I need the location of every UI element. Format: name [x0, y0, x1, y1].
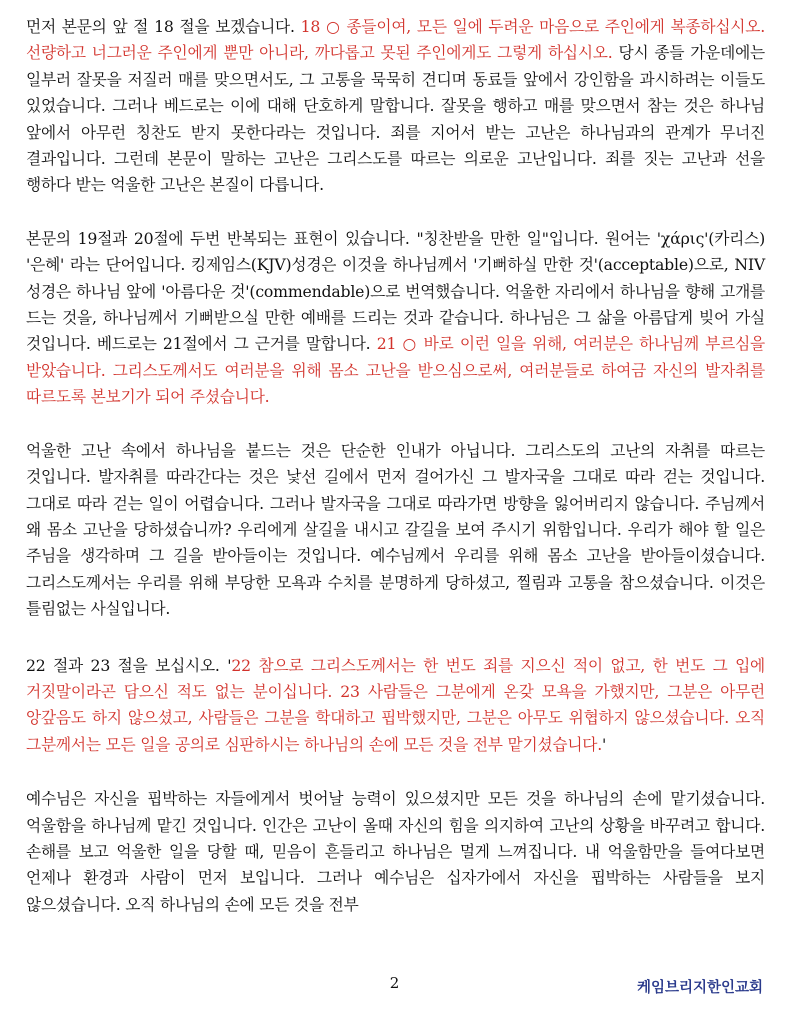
- body-text: 당시 종들 가운데에는 일부러 잘못을 저질러 매를 맞으면서도, 그 고통을 묵묵히 견디며 동료들 앞에서 강인함을 과시하려는 이들도 있었습니다. 그러나 베드로는 이에 대해 단호하게 말합니다. 잘못을 행하고 매를 맞으면서 참는 것은 하나님 앞에서 아무런 칭찬도 받지 못한다라는 것입니다. 죄를 지어서 받는 고난은 하나님과의 관계가 무너진 결과입니다. 그런데 본문이 말하는 고난은 그리스도를 따르는 의로운 고난입니다. 죄를 짓는 고난과 선을 행하다 받는 억울한 고난은 본질이 다릅니다.: [26, 43, 765, 195]
- body-text: 예수님은 자신을 핍박하는 자들에게서 벗어날 능력이 있으셨지만 모든 것을 하나님의 손에 맡기셨습니다. 억울함을 하나님께 맡긴 것입니다. 인간은 고난이 올때 자신의 힘을 의지하여 고난의 상황을 바꾸려고 합니다. 손해를 보고 억울한 일을 당할 때, 믿음이 흔들리고 하나님은 멀게 느껴집니다. 내 억울함만을 들여다보면 언제나 환경과 사람이 먼저 보입니다. 그러나 예수님은 십자가에서 자신을 핍박하는 사람들을 보지 않으셨습니다. 오직 하나님의 손에 모든 것을 전부: [26, 789, 765, 914]
- scripture-verses-22-23: 22 참으로 그리스도께서는 한 번도 죄를 지으신 적이 없고, 한 번도 그 입에 거짓말이라곤 담으신 적도 없는 분이십니다. 23 사람들은 그분에게 온갖 모욕을 가했지만, 그분은 아무런 앙갚음도 하지 않으셨고, 사람들은 그분을 학대하고 핍박했지만, 그분은 아무도 위협하지 않으셨습니다. 오직 그분께서는 모든 일을 공의로 심판하시는 하나님의 손에 모든 것을 전부 맡기셨습니다.: [26, 655, 765, 754]
- scripture-verse-18: 18 ○ 종들이여, 모든 일에 두려운 마음으로 주인에게 복종하십시오. 선량하고 너그러운 주인에게 뿐만 아니라, 까다롭고 못된 주인에게도 그렇게 하십시오.: [26, 17, 765, 63]
- page-number: 2: [389, 974, 400, 992]
- paragraph-3: [26, 438, 765, 623]
- paragraph-4: [26, 653, 765, 759]
- paragraph-5: [26, 786, 765, 918]
- intro-text: 22 절과 23 절을 보십시오. ': [26, 655, 232, 675]
- paragraph-2: [26, 226, 765, 411]
- sermon-page: [26, 14, 765, 945]
- scripture-verse-21: 21 ○ 바로 이런 일을 위해, 여러분은 하나님께 부르심을 받았습니다. 그리스도께서도 여러분을 위해 몸소 고난을 받으심으로써, 여러분들로 하여금 자신의 발자취를 따르도록 본보기가 되어 주셨습니다.: [26, 334, 765, 407]
- church-name: 케임브리지한인교회: [636, 980, 763, 996]
- body-text: 억울한 고난 속에서 하나님을 붙드는 것은 단순한 인내가 아닙니다. 그리스도의 고난의 자취를 따르는 것입니다. 발자취를 따라간다는 것은 낯선 길에서 먼저 걸어가신 그 발자국을 그대로 따라 걷는 것입니다. 그대로 따라 걷는 일이 어렵습니다. 그러나 발자국을 그대로 따라가면 방향을 잃어버리지 않습니다. 주님께서 왜 몸소 고난을 당하셨습니까? 우리에게 살길을 내시고 갈길을 보여 주시기 위함입니다. 우리가 해야 할 일은 주님을 생각하며 그 길을 받아들이는 것입니다. 예수님께서 우리를 위해 몸소 고난을 받아들이셨습니다. 그리스도께서는 우리를 위해 부당한 모욕과 수치를 분명하게 당하셨고, 찔림과 고통을 참으셨습니다. 이것은 틀림없는 사실입니다.: [26, 440, 765, 619]
- intro-text: 먼저 본문의 앞 절 18 절을 보겠습니다.: [26, 17, 301, 36]
- paragraph-1: [26, 14, 765, 199]
- closing-quote: ': [602, 734, 607, 754]
- body-text: 본문의 19절과 20절에 두번 반복되는 표현이 있습니다. "칭찬받을 만한 일"입니다. 원어는 'χάρις'(카리스) '은혜' 라는 단어입니다. 킹제임스(KJV)성경은 이것을 하나님께서 '기뻐하실 만한 것'(acceptable)으로, NIV 성경은 하나님 앞에 '아름다운 것'(commendable)으로 번역했습니다. 억울한 자리에서 하나님을 향해 고개를 드는 것을, 하나님께서 기뻐받으실 만한 예배를 드리는 것과 같습니다. 하나님은 그 삶을 아름답게 빚어 가실 것입니다. 베드로는 21절에서 그 근거를 말합니다.: [26, 228, 765, 354]
